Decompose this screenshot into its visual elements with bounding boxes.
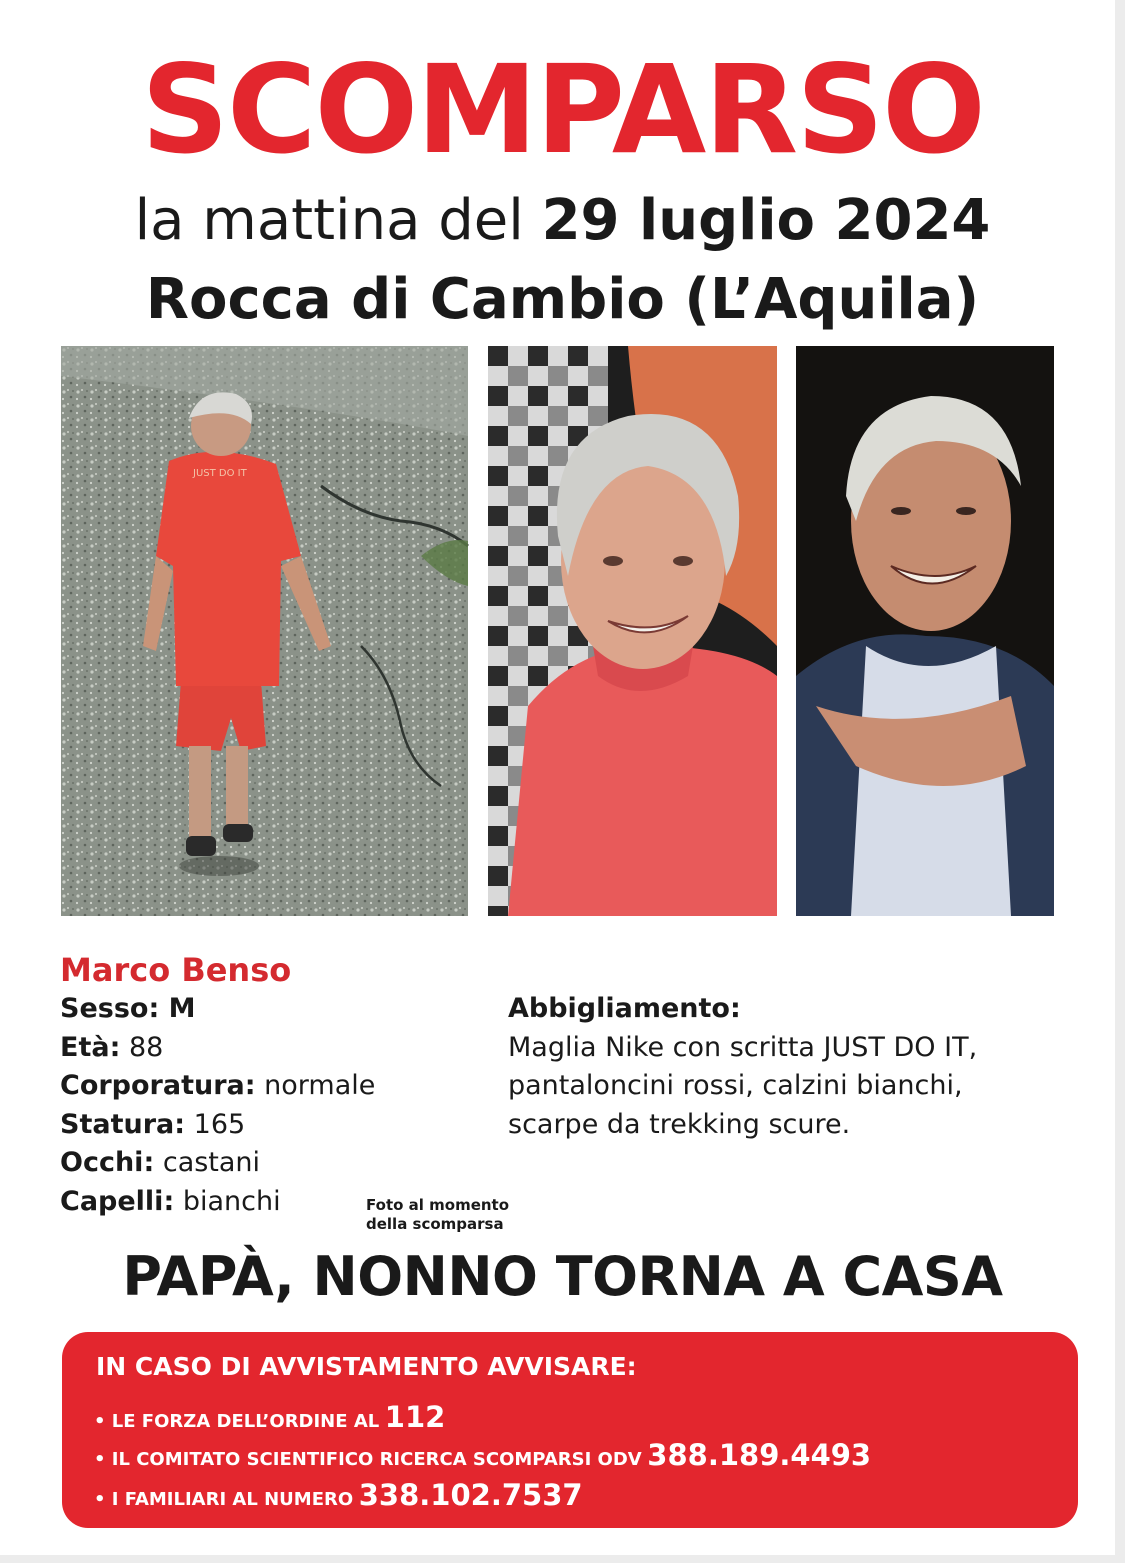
date-prefix: la mattina del xyxy=(134,188,524,253)
person-name: Marco Benso xyxy=(60,951,292,989)
detail-value: bianchi xyxy=(182,1185,281,1217)
contact-item-text: • IL COMITATO SCIENTIFICO RICERCA SCOMPARSI ODV xyxy=(94,1449,642,1470)
svg-text:JUST DO IT: JUST DO IT xyxy=(193,468,247,479)
detail-value: 165 xyxy=(193,1108,246,1140)
contact-heading: IN CASO DI AVVISTAMENTO AVVISARE: xyxy=(96,1352,637,1381)
date-bold: 29 luglio 2024 xyxy=(541,188,991,253)
photo-portrait-pink xyxy=(488,346,777,916)
detail-sex xyxy=(60,990,375,1029)
detail-label: Occhi: xyxy=(60,1147,155,1178)
photo-caption-line-1: Foto al momento xyxy=(366,1196,510,1214)
detail-value: castani xyxy=(162,1147,261,1178)
detail-eyes xyxy=(60,1144,375,1183)
photo-cctv-image xyxy=(61,346,468,916)
photo-portrait-smiling xyxy=(796,346,1054,916)
detail-label: Capelli: xyxy=(60,1185,175,1217)
photo-caption xyxy=(350,1192,536,1248)
detail-hair xyxy=(60,1183,375,1222)
contact-item-text: • LE FORZA DELL’ORDINE AL xyxy=(94,1411,380,1432)
poster-title: SCOMPARSO xyxy=(141,39,984,181)
contact-item-number: 388.189.4493 xyxy=(647,1438,872,1472)
detail-build xyxy=(60,1067,375,1106)
detail-label: Corporatura: xyxy=(60,1070,256,1101)
photo-caption-line-2: della scomparsa xyxy=(366,1215,504,1233)
photo-portrait-pink-image xyxy=(488,346,777,916)
place-line: Rocca di Cambio (L’Aquila) xyxy=(145,267,980,332)
detail-label: Sesso: M xyxy=(60,993,196,1024)
contact-box xyxy=(62,1332,1078,1528)
person-details xyxy=(60,990,375,1221)
clothing-label: Abbigliamento: xyxy=(508,993,741,1024)
detail-label: Statura: xyxy=(60,1108,186,1140)
page-edge-bottom xyxy=(0,1555,1125,1563)
detail-height xyxy=(60,1106,375,1145)
detail-label: Età: xyxy=(60,1031,121,1063)
detail-value: 88 xyxy=(128,1031,164,1063)
contact-item-police xyxy=(94,1400,445,1434)
photo-portrait-smiling-image xyxy=(796,346,1054,916)
clothing-text: Maglia Nike con scritta JUST DO IT, pantaloncini rossi, calzini bianchi, scarpe da trekking scure. xyxy=(508,1031,978,1140)
slogan: PAPÀ, NONNO TORNA A CASA xyxy=(122,1245,1003,1308)
contact-item-number: 112 xyxy=(384,1400,446,1434)
clothing-section xyxy=(508,990,1068,1144)
contact-item-text: • I FAMILIARI AL NUMERO xyxy=(94,1489,354,1510)
detail-age xyxy=(60,1029,375,1068)
contact-item-committee xyxy=(94,1438,871,1472)
contact-item-family xyxy=(94,1478,583,1512)
contact-item-number: 338.102.7537 xyxy=(358,1478,583,1512)
detail-value: normale xyxy=(264,1070,376,1101)
date-line xyxy=(0,186,1125,256)
